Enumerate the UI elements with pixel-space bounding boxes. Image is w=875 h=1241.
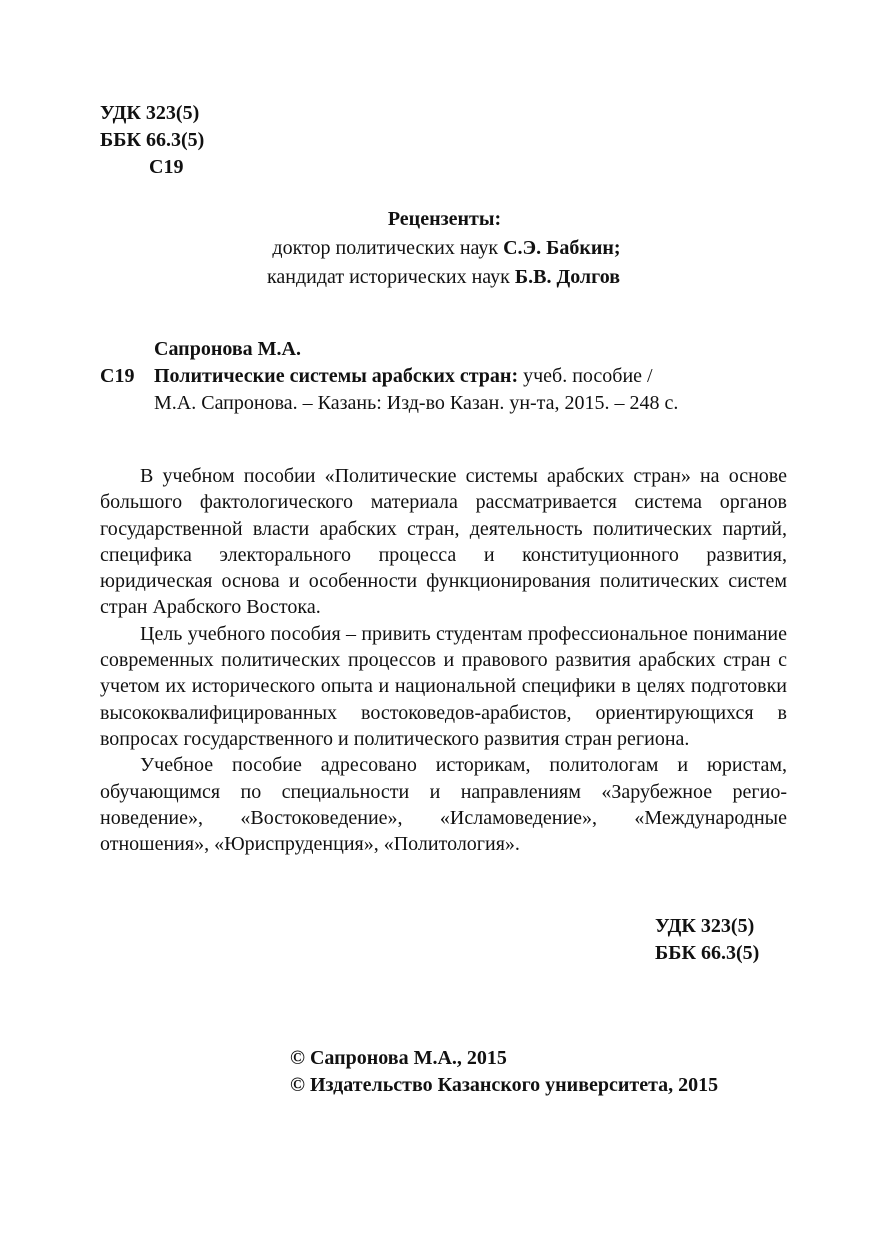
biblio-line-2: М.А. Сапронова. – Казань: Изд-во Казан. ун-та, 2015. – 248 с. [154, 392, 679, 414]
author-mark: С19 [149, 156, 184, 178]
reviewer-2-title: кандидат исторических наук [266, 266, 515, 288]
biblio-line-1 [100, 363, 780, 390]
reviewers-block [0, 205, 875, 292]
biblio-book-title: Политические системы арабских стран: [154, 365, 519, 387]
classification-top [100, 100, 204, 181]
annotation-paragraph-1: В учебном пособии «Политические системы арабских стран» на основе большого фактологического материала рассматривается система органов государственной власти арабских стран, деятельность политических партий, специфика электорального процесса и конституционного развития, юридическая основа и особенности функционирования политических систем стран Арабского Востока. [100, 465, 787, 619]
classification-bottom [655, 913, 759, 967]
bbk-code-bottom: ББК 66.3(5) [655, 942, 760, 964]
biblio-line-1-rest: учеб. пособие / [518, 365, 653, 387]
copyright-block [290, 1045, 718, 1099]
bibliographic-entry [100, 336, 780, 417]
annotation [100, 463, 787, 857]
udk-code: УДК 323(5) [100, 102, 200, 124]
annotation-paragraph-3: Учебное пособие адресовано историкам, политологам и юристам, обучающимся по специальности и направлениям «Зарубежное регионоведение», «Востоковедение», «Исламоведение», «Международные отношения», «Юриспруденция», «Политология». [100, 754, 787, 856]
reviewer-2 [0, 263, 875, 292]
udk-code-bottom: УДК 323(5) [655, 915, 755, 937]
reviewers-heading: Рецензенты: [387, 208, 502, 230]
reviewer-2-name: Б.В. Долгов [514, 266, 621, 288]
biblio-author: Сапронова М.А. [154, 338, 301, 360]
copyright-author: © Сапронова М.А., 2015 [290, 1047, 507, 1069]
copyright-publisher: © Издательство Казанского университета, 2015 [290, 1074, 719, 1096]
biblio-author-mark: С19 [100, 365, 135, 387]
bbk-code: ББК 66.3(5) [100, 129, 205, 151]
reviewer-1-name: С.Э. Бабкин; [503, 237, 621, 259]
reviewer-1-title: доктор политических наук [272, 237, 504, 259]
reviewer-1 [0, 234, 875, 263]
annotation-paragraph-2: Цель учебного пособия – привить студентам профессиональное понимание современных политических процессов и правового развития арабских стран с учетом их исторического опыта и национальной специфики в целях подготовки высококвалифицированных востоковедов-арабистов, ориентирующихся в вопросах государственного и политического развития стран региона. [100, 622, 787, 750]
